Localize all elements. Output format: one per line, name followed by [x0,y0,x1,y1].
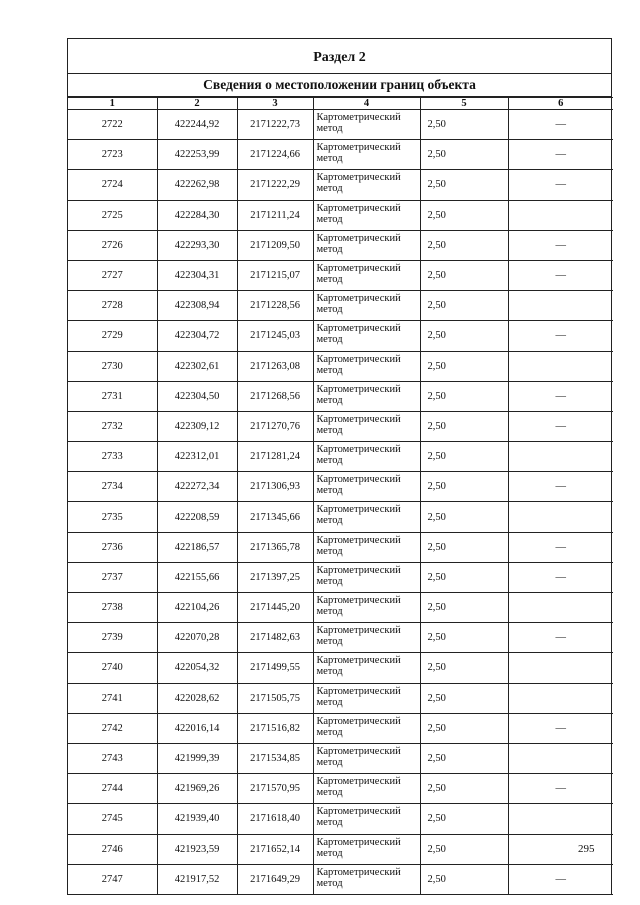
accuracy-cell: 2,50 [420,321,508,351]
point-number-cell: 2740 [68,653,157,683]
x-coordinate-cell: 422309,12 [157,411,237,441]
table-row [68,502,613,532]
y-coordinate-cell: 2171618,40 [237,804,313,834]
x-coordinate-cell: 422070,28 [157,623,237,653]
y-coordinate-cell: 2171445,20 [237,593,313,623]
x-coordinate-cell: 422304,50 [157,381,237,411]
accuracy-cell: 2,50 [420,260,508,290]
method-cell: Картометрический метод [313,411,420,441]
method-cell: Картометрический метод [313,291,420,321]
accuracy-cell: 2,50 [420,834,508,864]
x-coordinate-cell: 422312,01 [157,442,237,472]
point-number-cell: 2744 [68,774,157,804]
point-number-cell: 2724 [68,170,157,200]
point-number-cell: 2736 [68,532,157,562]
accuracy-cell: 2,50 [420,351,508,381]
description-cell: — [508,562,613,592]
table-row [68,351,613,381]
description-cell: — [508,713,613,743]
x-coordinate-cell: 422284,30 [157,200,237,230]
x-coordinate-cell: 422304,31 [157,260,237,290]
document-frame [67,38,612,895]
method-cell: Картометрический метод [313,230,420,260]
point-number-cell: 2738 [68,593,157,623]
description-cell [508,442,613,472]
method-cell: Картометрический метод [313,472,420,502]
point-number-cell: 2729 [68,321,157,351]
method-cell: Картометрический метод [313,351,420,381]
column-header-row [68,98,613,110]
method-cell: Картометрический метод [313,683,420,713]
method-cell: Картометрический метод [313,743,420,773]
method-cell: Картометрический метод [313,200,420,230]
point-number-cell: 2733 [68,442,157,472]
column-header: 4 [313,98,420,110]
x-coordinate-cell: 422186,57 [157,532,237,562]
column-header: 1 [68,98,157,110]
x-coordinate-cell: 422302,61 [157,351,237,381]
accuracy-cell: 2,50 [420,864,508,894]
y-coordinate-cell: 2171211,24 [237,200,313,230]
description-cell [508,593,613,623]
y-coordinate-cell: 2171222,73 [237,110,313,140]
table-row [68,774,613,804]
table-row [68,411,613,441]
description-cell [508,834,613,864]
table-row [68,683,613,713]
description-cell [508,200,613,230]
method-cell: Картометрический метод [313,623,420,653]
accuracy-cell: 2,50 [420,683,508,713]
method-cell: Картометрический метод [313,170,420,200]
accuracy-cell: 2,50 [420,472,508,502]
table-row [68,593,613,623]
column-header: 6 [508,98,613,110]
accuracy-cell: 2,50 [420,502,508,532]
x-coordinate-cell: 422016,14 [157,713,237,743]
column-header: 2 [157,98,237,110]
x-coordinate-cell: 422304,72 [157,321,237,351]
method-cell: Картометрический метод [313,864,420,894]
y-coordinate-cell: 2171345,66 [237,502,313,532]
column-header: 5 [420,98,508,110]
x-coordinate-cell: 422155,66 [157,562,237,592]
y-coordinate-cell: 2171209,50 [237,230,313,260]
description-cell: — [508,774,613,804]
x-coordinate-cell: 421939,40 [157,804,237,834]
table-row [68,110,613,140]
method-cell: Картометрический метод [313,110,420,140]
y-coordinate-cell: 2171222,29 [237,170,313,200]
x-coordinate-cell: 422308,94 [157,291,237,321]
table-row [68,804,613,834]
x-coordinate-cell: 422272,34 [157,472,237,502]
method-cell: Картометрический метод [313,260,420,290]
accuracy-cell: 2,50 [420,774,508,804]
x-coordinate-cell: 422208,59 [157,502,237,532]
description-cell: — [508,321,613,351]
y-coordinate-cell: 2171306,93 [237,472,313,502]
table-row [68,442,613,472]
table-row [68,140,613,170]
point-number-cell: 2741 [68,683,157,713]
description-cell: — [508,472,613,502]
point-number-cell: 2739 [68,623,157,653]
table-row [68,260,613,290]
method-cell: Картометрический метод [313,774,420,804]
point-number-cell: 2735 [68,502,157,532]
x-coordinate-cell: 421999,39 [157,743,237,773]
x-coordinate-cell: 422028,62 [157,683,237,713]
x-coordinate-cell: 422262,98 [157,170,237,200]
accuracy-cell: 2,50 [420,653,508,683]
y-coordinate-cell: 2171499,55 [237,653,313,683]
accuracy-cell: 2,50 [420,381,508,411]
table-row [68,834,613,864]
description-cell: — [508,230,613,260]
accuracy-cell: 2,50 [420,200,508,230]
table-row [68,864,613,894]
accuracy-cell: 2,50 [420,442,508,472]
point-number-cell: 2745 [68,804,157,834]
x-coordinate-cell: 421917,52 [157,864,237,894]
description-cell: — [508,110,613,140]
table-row [68,230,613,260]
point-number-cell: 2723 [68,140,157,170]
table-row [68,743,613,773]
method-cell: Картометрический метод [313,140,420,170]
accuracy-cell: 2,50 [420,291,508,321]
point-number-cell: 2732 [68,411,157,441]
method-cell: Картометрический метод [313,381,420,411]
accuracy-cell: 2,50 [420,532,508,562]
x-coordinate-cell: 422054,32 [157,653,237,683]
table-row [68,291,613,321]
boundary-table [68,97,613,895]
method-cell: Картометрический метод [313,713,420,743]
method-cell: Картометрический метод [313,532,420,562]
accuracy-cell: 2,50 [420,713,508,743]
point-number-cell: 2728 [68,291,157,321]
y-coordinate-cell: 2171263,08 [237,351,313,381]
point-number-cell: 2737 [68,562,157,592]
x-coordinate-cell: 421969,26 [157,774,237,804]
accuracy-cell: 2,50 [420,230,508,260]
method-cell: Картометрический метод [313,804,420,834]
table-row [68,200,613,230]
y-coordinate-cell: 2171505,75 [237,683,313,713]
description-cell [508,743,613,773]
y-coordinate-cell: 2171281,24 [237,442,313,472]
description-cell: — [508,532,613,562]
description-cell: — [508,411,613,441]
y-coordinate-cell: 2171215,07 [237,260,313,290]
method-cell: Картометрический метод [313,502,420,532]
table-row [68,472,613,502]
table-row [68,623,613,653]
point-number-cell: 2727 [68,260,157,290]
description-cell [508,653,613,683]
section-title: Раздел 2 [68,39,611,74]
table-row [68,170,613,200]
accuracy-cell: 2,50 [420,110,508,140]
x-coordinate-cell: 421923,59 [157,834,237,864]
y-coordinate-cell: 2171516,82 [237,713,313,743]
accuracy-cell: 2,50 [420,804,508,834]
description-cell: — [508,864,613,894]
y-coordinate-cell: 2171397,25 [237,562,313,592]
method-cell: Картометрический метод [313,321,420,351]
method-cell: Картометрический метод [313,834,420,864]
point-number-cell: 2742 [68,713,157,743]
point-number-cell: 2746 [68,834,157,864]
point-number-cell: 2743 [68,743,157,773]
accuracy-cell: 2,50 [420,623,508,653]
description-cell: — [508,170,613,200]
point-number-cell: 2730 [68,351,157,381]
y-coordinate-cell: 2171649,29 [237,864,313,894]
description-cell [508,683,613,713]
accuracy-cell: 2,50 [420,170,508,200]
point-number-cell: 2734 [68,472,157,502]
method-cell: Картометрический метод [313,442,420,472]
method-cell: Картометрический метод [313,562,420,592]
y-coordinate-cell: 2171570,95 [237,774,313,804]
table-row [68,562,613,592]
y-coordinate-cell: 2171652,14 [237,834,313,864]
y-coordinate-cell: 2171270,76 [237,411,313,441]
page-number: 295 [578,843,595,855]
point-number-cell: 2731 [68,381,157,411]
table-row [68,321,613,351]
table-row [68,713,613,743]
table-row [68,381,613,411]
point-number-cell: 2747 [68,864,157,894]
table-title: Сведения о местоположении границ объекта [68,74,611,97]
x-coordinate-cell: 422293,30 [157,230,237,260]
point-number-cell: 2726 [68,230,157,260]
y-coordinate-cell: 2171365,78 [237,532,313,562]
accuracy-cell: 2,50 [420,562,508,592]
table-row [68,653,613,683]
description-cell [508,351,613,381]
description-cell: — [508,260,613,290]
method-cell: Картометрический метод [313,593,420,623]
accuracy-cell: 2,50 [420,743,508,773]
method-cell: Картометрический метод [313,653,420,683]
description-cell [508,291,613,321]
description-cell [508,804,613,834]
point-number-cell: 2725 [68,200,157,230]
accuracy-cell: 2,50 [420,411,508,441]
y-coordinate-cell: 2171245,03 [237,321,313,351]
y-coordinate-cell: 2171534,85 [237,743,313,773]
point-number-cell: 2722 [68,110,157,140]
description-cell: — [508,623,613,653]
accuracy-cell: 2,50 [420,593,508,623]
description-cell: — [508,381,613,411]
y-coordinate-cell: 2171268,56 [237,381,313,411]
description-cell: — [508,140,613,170]
x-coordinate-cell: 422253,99 [157,140,237,170]
y-coordinate-cell: 2171224,66 [237,140,313,170]
y-coordinate-cell: 2171482,63 [237,623,313,653]
column-header: 3 [237,98,313,110]
table-row [68,532,613,562]
x-coordinate-cell: 422104,26 [157,593,237,623]
accuracy-cell: 2,50 [420,140,508,170]
y-coordinate-cell: 2171228,56 [237,291,313,321]
x-coordinate-cell: 422244,92 [157,110,237,140]
description-cell [508,502,613,532]
